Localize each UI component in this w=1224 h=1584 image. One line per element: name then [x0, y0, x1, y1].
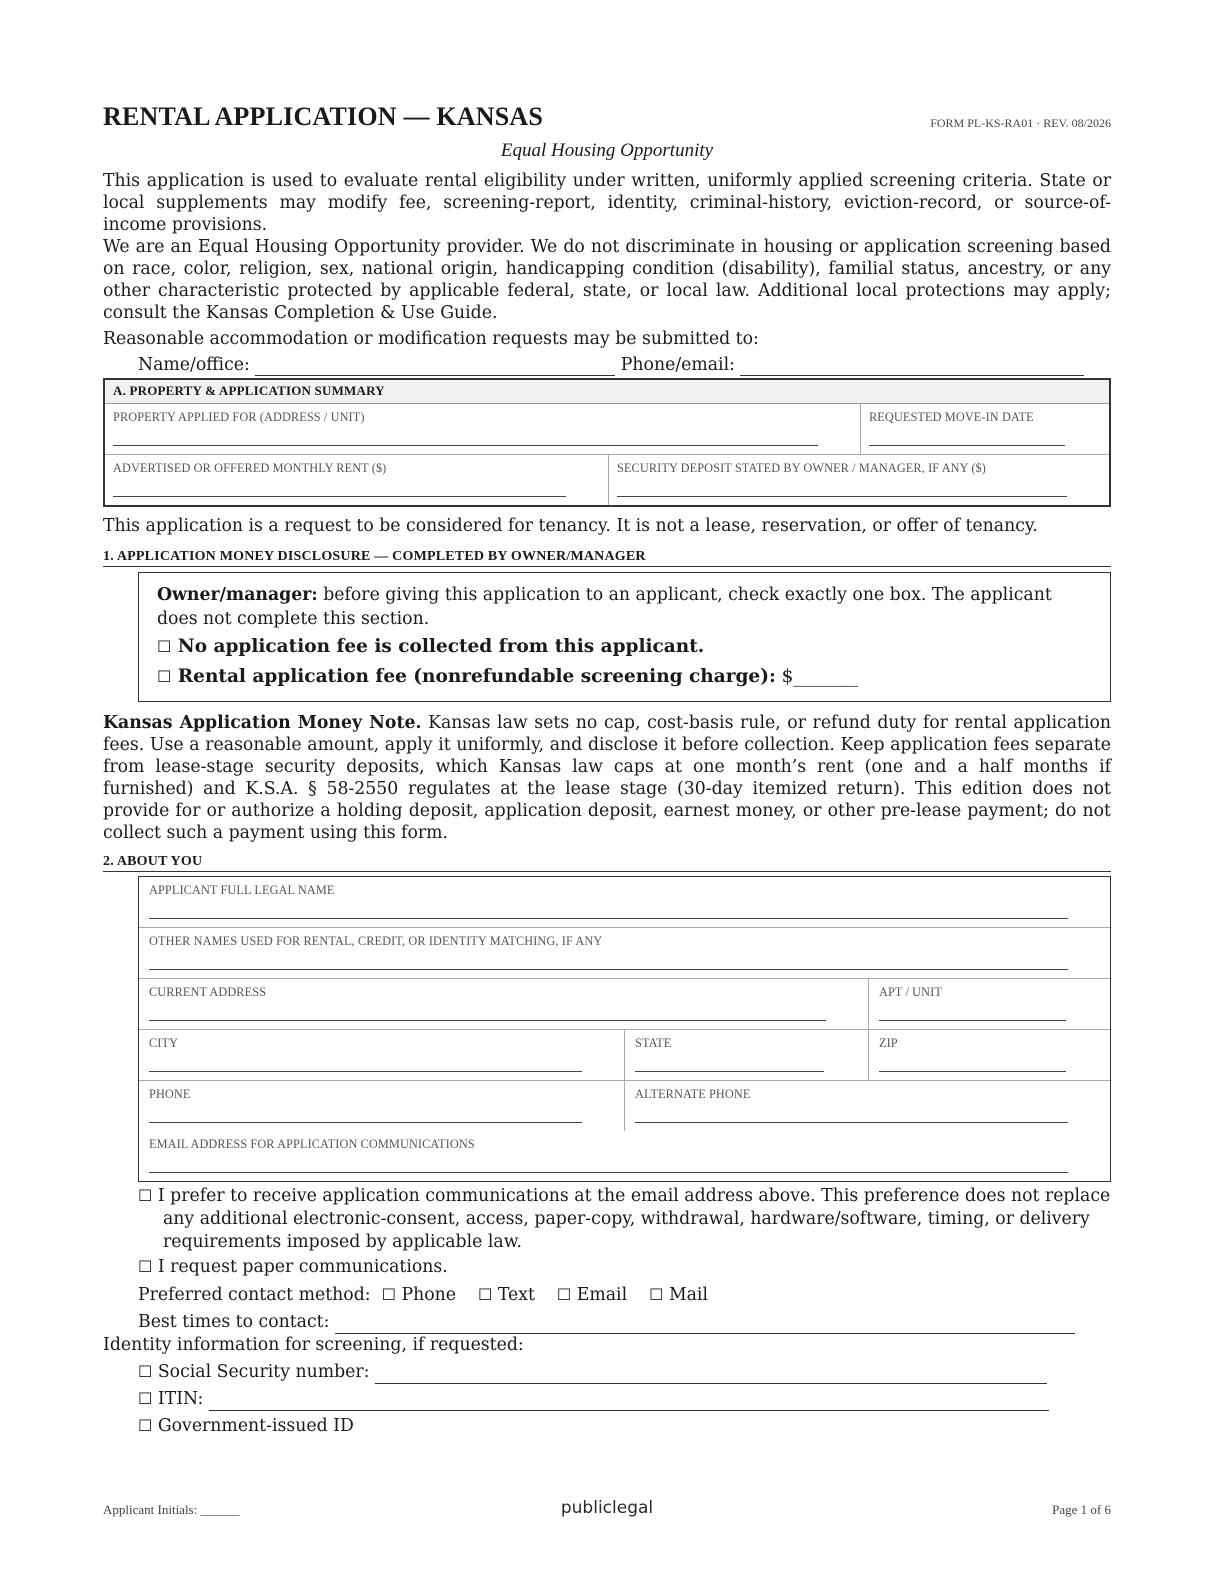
state-field[interactable]: [635, 1071, 824, 1072]
zip-field[interactable]: [879, 1071, 1066, 1072]
identity-heading: Identity information for screening, if requested:: [103, 1335, 524, 1355]
contact-method-phone: Phone: [401, 1285, 456, 1305]
kansas-money-note-rest: Kansas law sets no cap, cost-basis rule, or refund duty for rental application fees. Use a reasonable amount, apply it uniformly, and disclose it before collection. Keep application fees separate from lease-stage security deposits, which Kansas law caps at one month’s rent (one and a half months if furnished) and K.S.A. § 58-2550 regulates at the lease stage (30-day itemized return). This edition does not provide for or authorize a holding deposit, application deposit, earnest money, or other pre-lease payment; do not collect such a payment using this form.: [103, 713, 1112, 843]
property-label: PROPERTY APPLIED FOR (ADDRESS / UNIT): [113, 410, 365, 424]
phone-row: [139, 1081, 1110, 1131]
checkbox-icon[interactable]: ☐: [477, 1285, 493, 1304]
phone-email-field[interactable]: [740, 358, 1084, 376]
deposit-cell[interactable]: [608, 455, 1109, 505]
deposit-field[interactable]: [617, 496, 1067, 497]
email-preference-option: [103, 1184, 1111, 1254]
full-name-row: [139, 877, 1110, 928]
full-name-label: APPLICANT FULL LEGAL NAME: [149, 883, 335, 897]
other-names-row: [139, 928, 1110, 979]
kansas-money-note: [103, 712, 1111, 844]
intro-paragraph-1: This application is used to evaluate rental eligibility under written, uniformly applied screening criteria. State or local supplements may modify fee, screening-report, identity, criminal-history, eviction-record, or source-of-income provisions.: [103, 171, 1111, 235]
zip-cell[interactable]: [868, 1030, 1110, 1080]
rent-field[interactable]: [113, 496, 566, 497]
intro-paragraph-2: We are an Equal Housing Opportunity provider. We do not discriminate in housing or application screening based on race, color, religion, sex, national origin, handicapping condition (disability), familial status, ancestry, or any other characteristic protected by applicable federal, state, or local law. Additional local protections may apply; consult the Kansas Completion & Use Guide.: [103, 237, 1111, 323]
rent-cell[interactable]: [105, 455, 608, 505]
header: [103, 100, 1111, 140]
move-in-cell[interactable]: [860, 404, 1109, 454]
other-names-label: OTHER NAMES USED FOR RENTAL, CREDIT, OR IDENTITY MATCHING, IF ANY: [149, 934, 603, 948]
owner-instruction-rest: before giving this application to an applicant, check exactly one box. The applicant does not complete this section.: [157, 585, 1052, 629]
city-label: CITY: [149, 1036, 179, 1050]
deposit-label: SECURITY DEPOSIT STATED BY OWNER / MANAGER, IF ANY ($): [617, 461, 986, 475]
tenancy-notice: This application is a request to be considered for tenancy. It is not a lease, reservation, or offer of tenancy.: [103, 516, 1038, 536]
email-label: EMAIL ADDRESS FOR APPLICATION COMMUNICATIONS: [149, 1137, 475, 1151]
about-you-box: [138, 876, 1111, 1182]
section-a-row-1: [105, 404, 1109, 455]
no-fee-option: [157, 633, 1092, 661]
phone-label: PHONE: [149, 1087, 191, 1101]
current-address-field[interactable]: [149, 1020, 826, 1021]
checkbox-icon[interactable]: ☐: [138, 1362, 153, 1381]
phone-cell[interactable]: [139, 1081, 624, 1131]
other-names-cell[interactable]: [139, 928, 1110, 978]
checkbox-icon[interactable]: ☐: [138, 1389, 153, 1408]
best-times-row: [103, 1311, 1111, 1334]
contact-method-email: Email: [576, 1285, 628, 1305]
checkbox-icon[interactable]: ☐: [381, 1285, 396, 1304]
city-field[interactable]: [149, 1071, 582, 1072]
phone-email-label: Phone/email:: [620, 355, 735, 375]
gov-id-label: Government-issued ID: [157, 1416, 354, 1436]
best-times-field[interactable]: [335, 1316, 1075, 1334]
full-name-field[interactable]: [149, 918, 1068, 919]
brand-logo: publiclegal: [560, 1498, 654, 1518]
apt-unit-field[interactable]: [879, 1020, 1066, 1021]
alt-phone-label: ALTERNATE PHONE: [635, 1087, 751, 1101]
apt-unit-label: APT / UNIT: [879, 985, 942, 999]
intro-paragraph-3: Reasonable accommodation or modification requests may be submitted to:: [103, 329, 759, 349]
no-fee-label: No application fee is collected from this applicant.: [177, 636, 705, 657]
gov-id-row: [103, 1414, 1111, 1438]
email-preference-label: I prefer to receive application communications at the email address above. This preference does not replace any additional electronic-consent, access, paper-copy, withdrawal, hardware/software, timing, or delivery requirements imposed by applicable law.: [157, 1186, 1111, 1252]
property-field[interactable]: [113, 445, 818, 446]
ssn-row: [103, 1360, 1111, 1384]
itin-field[interactable]: [209, 1393, 1049, 1411]
state-label: STATE: [635, 1036, 672, 1050]
itin-row: [103, 1387, 1111, 1411]
name-office-field[interactable]: [255, 358, 615, 376]
best-times-label: Best times to contact:: [138, 1312, 330, 1332]
paper-preference-label: I request paper communications.: [157, 1257, 448, 1277]
section-a-box: [103, 378, 1111, 507]
contact-method-text: Text: [497, 1285, 535, 1305]
full-name-cell[interactable]: [139, 877, 1110, 927]
city-cell[interactable]: [139, 1030, 624, 1080]
checkbox-icon[interactable]: ☐: [556, 1285, 572, 1304]
rent-label: ADVERTISED OR OFFERED MONTHLY RENT ($): [113, 461, 387, 475]
ssn-label: Social Security number:: [157, 1362, 370, 1382]
contact-method-row: [103, 1283, 1111, 1307]
checkbox-icon[interactable]: ☐: [138, 1186, 153, 1205]
zip-label: ZIP: [879, 1036, 898, 1050]
other-names-field[interactable]: [149, 969, 1068, 970]
section-1-heading: 1. APPLICATION MONEY DISCLOSURE — COMPLETED BY OWNER/MANAGER: [103, 549, 1111, 567]
section-a-heading: A. PROPERTY & APPLICATION SUMMARY: [105, 380, 1109, 404]
form-number: FORM PL-KS-RA01 · REV. 08/2026: [930, 116, 1111, 130]
owner-instruction-bold: Owner/manager:: [157, 585, 318, 605]
itin-label: ITIN:: [157, 1389, 204, 1409]
section-a-row-2: [105, 455, 1109, 505]
contact-method-mail: Mail: [668, 1285, 708, 1305]
fee-label: Rental application fee (nonrefundable screening charge):: [177, 666, 776, 687]
kansas-money-note-bold: Kansas Application Money Note.: [103, 713, 422, 733]
current-address-cell[interactable]: [139, 979, 868, 1029]
fee-amount-field[interactable]: $_______: [775, 666, 859, 687]
current-address-label: CURRENT ADDRESS: [149, 985, 267, 999]
checkbox-icon[interactable]: ☐: [138, 1257, 153, 1276]
city-row: [139, 1030, 1110, 1081]
address-row: [139, 979, 1110, 1030]
checkbox-icon[interactable]: ☐: [157, 667, 172, 686]
owner-disclosure-box: [138, 572, 1111, 702]
move-in-field[interactable]: [869, 445, 1065, 446]
footer: [103, 1498, 1111, 1524]
accommodation-contact-row: [103, 354, 1111, 376]
owner-instruction: [157, 583, 1092, 631]
page-subtitle: Equal Housing Opportunity: [500, 140, 714, 161]
checkbox-icon[interactable]: ☐: [649, 1285, 664, 1304]
apt-unit-cell[interactable]: [868, 979, 1110, 1029]
checkbox-icon[interactable]: ☐: [138, 1416, 153, 1435]
alt-phone-cell[interactable]: [624, 1081, 1110, 1131]
section-2-heading: 2. ABOUT YOU: [103, 854, 1111, 872]
applicant-initials[interactable]: Applicant Initials: ______: [103, 1502, 240, 1517]
paper-preference-option: [103, 1255, 1111, 1279]
page-title: RENTAL APPLICATION — KANSAS: [103, 102, 544, 131]
email-field[interactable]: [149, 1172, 1068, 1173]
document-page: [103, 100, 1111, 1438]
name-office-label: Name/office:: [138, 355, 250, 375]
page-number: Page 1 of 6: [1052, 1502, 1111, 1517]
email-row: [139, 1131, 1110, 1181]
property-cell[interactable]: [105, 404, 860, 454]
email-cell[interactable]: [139, 1131, 1110, 1181]
move-in-label: REQUESTED MOVE-IN DATE: [869, 410, 1034, 424]
fee-option: [157, 663, 1092, 691]
ssn-field[interactable]: [375, 1366, 1047, 1384]
phone-field[interactable]: [149, 1122, 582, 1123]
contact-method-label: Preferred contact method:: [138, 1285, 371, 1305]
state-cell[interactable]: [624, 1030, 868, 1080]
alt-phone-field[interactable]: [635, 1122, 1068, 1123]
checkbox-icon[interactable]: ☐: [157, 637, 172, 656]
